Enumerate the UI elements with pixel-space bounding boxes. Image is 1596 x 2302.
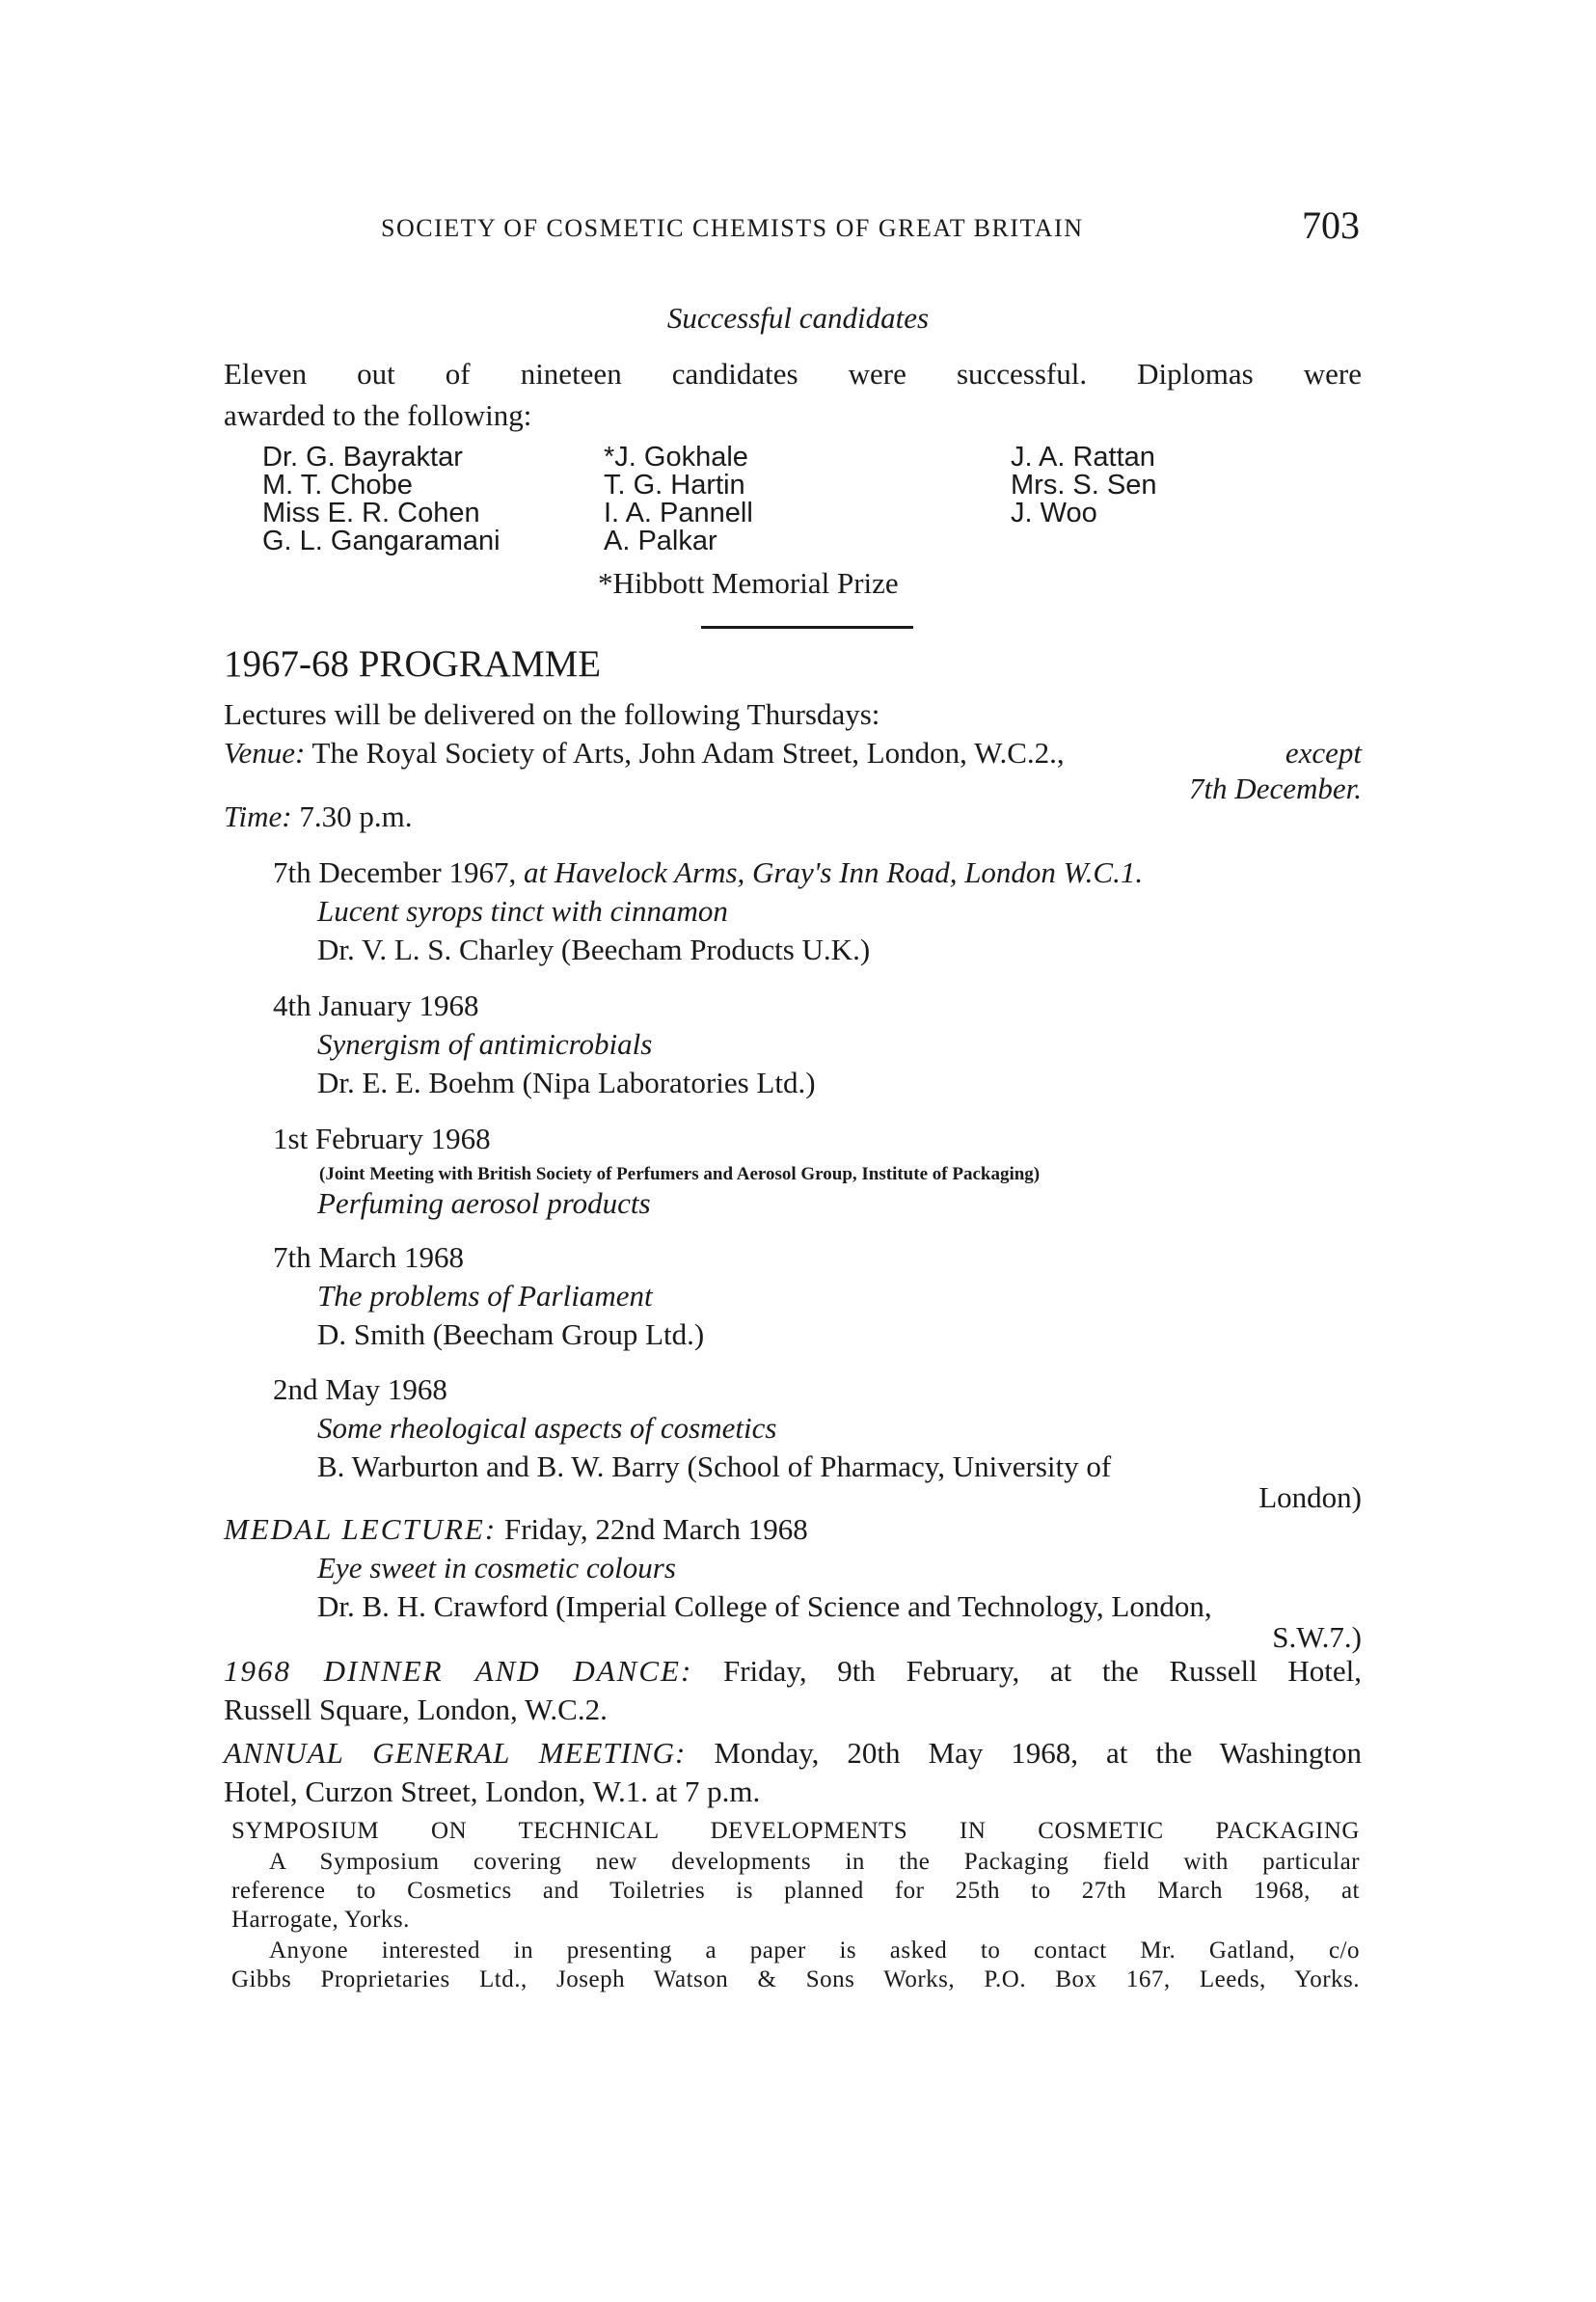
lecture-note: (Joint Meeting with British Society of Perfumers and Aerosol Group, Institute of Packaging) <box>319 1164 1041 1184</box>
lecture-location: at Havelock Arms, Gray's Inn Road, London W.C.1. <box>523 855 1144 889</box>
programme-intro: Lectures will be delivered on the following Thursdays: <box>224 697 880 731</box>
dinner-line-2: Russell Square, London, W.C.2. <box>224 1693 608 1726</box>
venue-text: The Royal Society of Arts, John Adam Street, London, W.C.2., <box>311 736 1065 770</box>
medal-lecture <box>224 1512 808 1547</box>
lecture-date: 7th March 1968 <box>273 1240 465 1274</box>
prize-footnote: *Hibbott Memorial Prize <box>598 566 899 600</box>
candidate-name: G. L. Gangaramani <box>262 526 500 556</box>
symposium-heading: SYMPOSIUM ON TECHNICAL DEVELOPMENTS IN COSMETIC PACKAGING <box>231 1818 1360 1844</box>
symposium-para1-line2: reference to Cosmetics and Toiletries is planned for 25th to 27th March 1968, at <box>231 1878 1360 1904</box>
candidates-heading: Successful candidates <box>666 301 930 335</box>
symposium-para1-line3: Harrogate, Yorks. <box>231 1907 410 1933</box>
time-label: Time: <box>224 799 292 833</box>
dinner-label: 1968 DINNER AND DANCE: <box>224 1654 693 1688</box>
venue-except-date: 7th December. <box>1188 772 1362 805</box>
dinner-line <box>224 1654 1362 1689</box>
candidate-name: J. Woo <box>1011 498 1097 528</box>
dinner-text: Friday, 9th February, at the Russell Hotel, <box>722 1654 1363 1688</box>
agm-label: ANNUAL GENERAL MEETING: <box>224 1736 687 1770</box>
symposium-para2-line1: Anyone interested in presenting a paper is asked to contact Mr. Gatland, c/o <box>269 1937 1360 1963</box>
agm-line <box>224 1736 1362 1771</box>
candidates-column-2 <box>604 444 753 555</box>
candidate-name: A. Palkar <box>604 526 717 556</box>
running-title: SOCIETY OF COSMETIC CHEMISTS OF GREAT BRITAIN <box>381 214 1084 242</box>
lecture-title: Some rheological aspects of cosmetics <box>317 1411 777 1445</box>
time-value: 7.30 p.m. <box>299 799 413 833</box>
time-line <box>224 799 413 834</box>
lecture-title: The problems of Parliament <box>317 1279 653 1313</box>
lecture-date: 2nd May 1968 <box>273 1372 447 1406</box>
page-number: 703 <box>1302 203 1360 247</box>
candidates-intro-line2: awarded to the following: <box>224 398 532 432</box>
lecture-speaker-cont: London) <box>1258 1480 1362 1514</box>
symposium-para2-line2: Gibbs Proprietaries Ltd., Joseph Watson & Sons Works, P.O. Box 167, Leeds, Yorks. <box>231 1966 1360 1992</box>
candidate-name: J. A. Rattan <box>1011 442 1155 473</box>
candidate-name: I. A. Pannell <box>604 498 753 528</box>
candidate-name: Dr. G. Bayraktar <box>262 442 463 473</box>
venue-except: except <box>1285 736 1362 770</box>
candidate-name: T. G. Hartin <box>604 470 745 501</box>
lecture-speaker: Dr. V. L. S. Charley (Beecham Products U.K.) <box>317 933 871 966</box>
candidate-name: *J. Gokhale <box>604 442 748 473</box>
candidate-name: M. T. Chobe <box>262 470 413 501</box>
lecture-title: Synergism of antimicrobials <box>317 1027 653 1061</box>
medal-date: Friday, 22nd March 1968 <box>503 1512 808 1546</box>
lecture-speaker: D. Smith (Beecham Group Ltd.) <box>317 1317 705 1351</box>
candidate-name: Miss E. R. Cohen <box>262 498 480 528</box>
agm-line-2: Hotel, Curzon Street, London, W.1. at 7 p.m. <box>224 1774 761 1808</box>
venue-label: Venue: <box>224 736 306 770</box>
medal-title: Eye sweet in cosmetic colours <box>317 1551 676 1584</box>
section-divider <box>701 626 913 629</box>
programme-title: 1967-68 PROGRAMME <box>224 643 602 685</box>
candidates-column-3 <box>1011 444 1157 528</box>
lecture-title: Lucent syrops tinct with cinnamon <box>317 894 728 928</box>
medal-speaker: Dr. B. H. Crawford (Imperial College of Science and Technology, London, <box>317 1589 1212 1623</box>
medal-label: MEDAL LECTURE: <box>224 1512 498 1546</box>
lecture-speaker: B. Warburton and B. W. Barry (School of Pharmacy, University of <box>317 1449 1112 1483</box>
symposium-para1-line1: A Symposium covering new developments in the Packaging field with particular <box>269 1849 1360 1875</box>
running-header <box>381 203 1360 247</box>
candidate-name: Mrs. S. Sen <box>1011 470 1157 501</box>
candidates-intro-line1: Eleven out of nineteen candidates were successful. Diplomas were <box>224 357 1362 391</box>
lecture-date-text: 7th December 1967, <box>273 855 517 889</box>
agm-text: Monday, 20th May 1968, at the Washington <box>714 1736 1362 1770</box>
lecture-date: 1st February 1968 <box>273 1122 491 1155</box>
lecture-speaker: Dr. E. E. Boehm (Nipa Laboratories Ltd.) <box>317 1066 816 1099</box>
lecture-date <box>273 855 1143 890</box>
medal-speaker-cont: S.W.7.) <box>1272 1620 1362 1654</box>
lecture-title: Perfuming aerosol products <box>317 1186 651 1220</box>
candidates-column-1 <box>262 444 500 555</box>
lecture-date: 4th January 1968 <box>273 989 479 1022</box>
venue-line <box>224 736 1362 771</box>
